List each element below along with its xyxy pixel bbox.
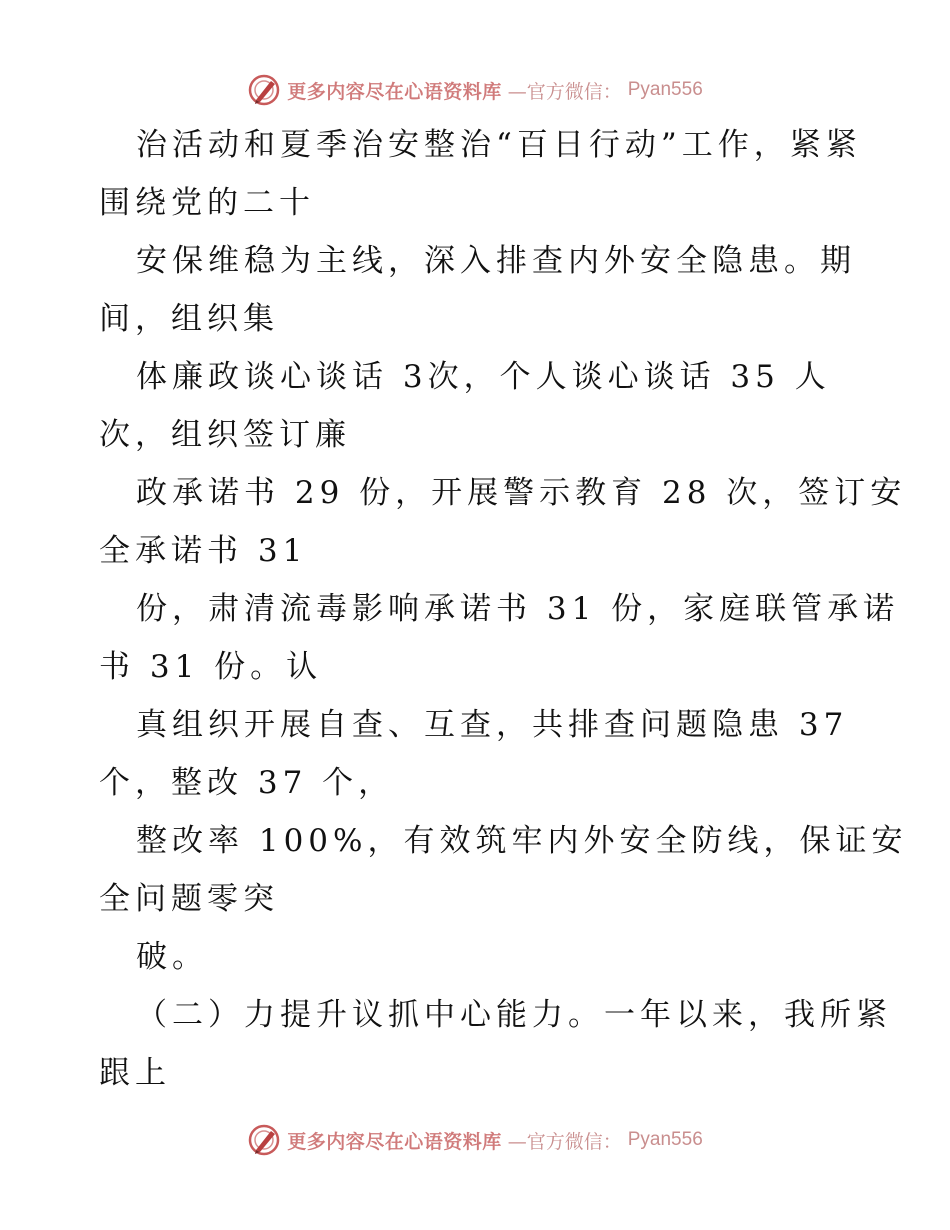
text-line: 间，组织集 [99,301,279,337]
watermark-brand-text: 更多内容尽在心语资料库 [287,80,502,103]
text-line: 全承诺书 31 [99,533,308,569]
text-line: 整改率 100%，有效筑牢内外安全防线，保证安 [136,823,908,859]
text-line: 破。 [136,939,208,975]
watermark-separator: —官方微信： [507,80,622,103]
watermark-wechat-id: Pyan556 [627,1129,703,1150]
text-line: 围绕党的二十 [99,185,315,221]
text-line: 治活动和夏季治安整治“百日行动”工作，紧紧 [136,127,862,163]
watermark-separator: —官方微信： [507,1130,622,1153]
header-watermark [0,73,950,107]
text-line: 书 31 份。认 [99,649,323,685]
watermark-brand-text: 更多内容尽在心语资料库 [287,1130,502,1153]
text-line: 跟上 [99,1055,171,1091]
text-line: 真组织开展自查、互查，共排查问题隐患 37 [136,707,849,743]
watermark-wechat-id: Pyan556 [627,79,703,100]
text-line: 份，肃清流毒影响承诺书 31 份，家庭联管承诺 [136,591,900,627]
text-line: 次，组织签订廉 [99,417,351,453]
footer-watermark [0,1123,950,1157]
text-line: 体廉政谈心谈话 3次，个人谈心谈话 35 人 [136,359,831,395]
text-line: 全问题零突 [99,881,279,917]
pen-logo-icon [247,73,281,107]
text-line: 安保维稳为主线，深入排查内外安全隐患。期 [136,243,856,279]
text-line: 政承诺书 29 份，开展警示教育 28 次，签订安 [136,475,907,511]
pen-logo-icon [247,1123,281,1157]
text-line: （二）力提升议抓中心能力。一年以来，我所紧 [136,997,892,1033]
text-line: 个，整改 37 个， [99,765,395,801]
